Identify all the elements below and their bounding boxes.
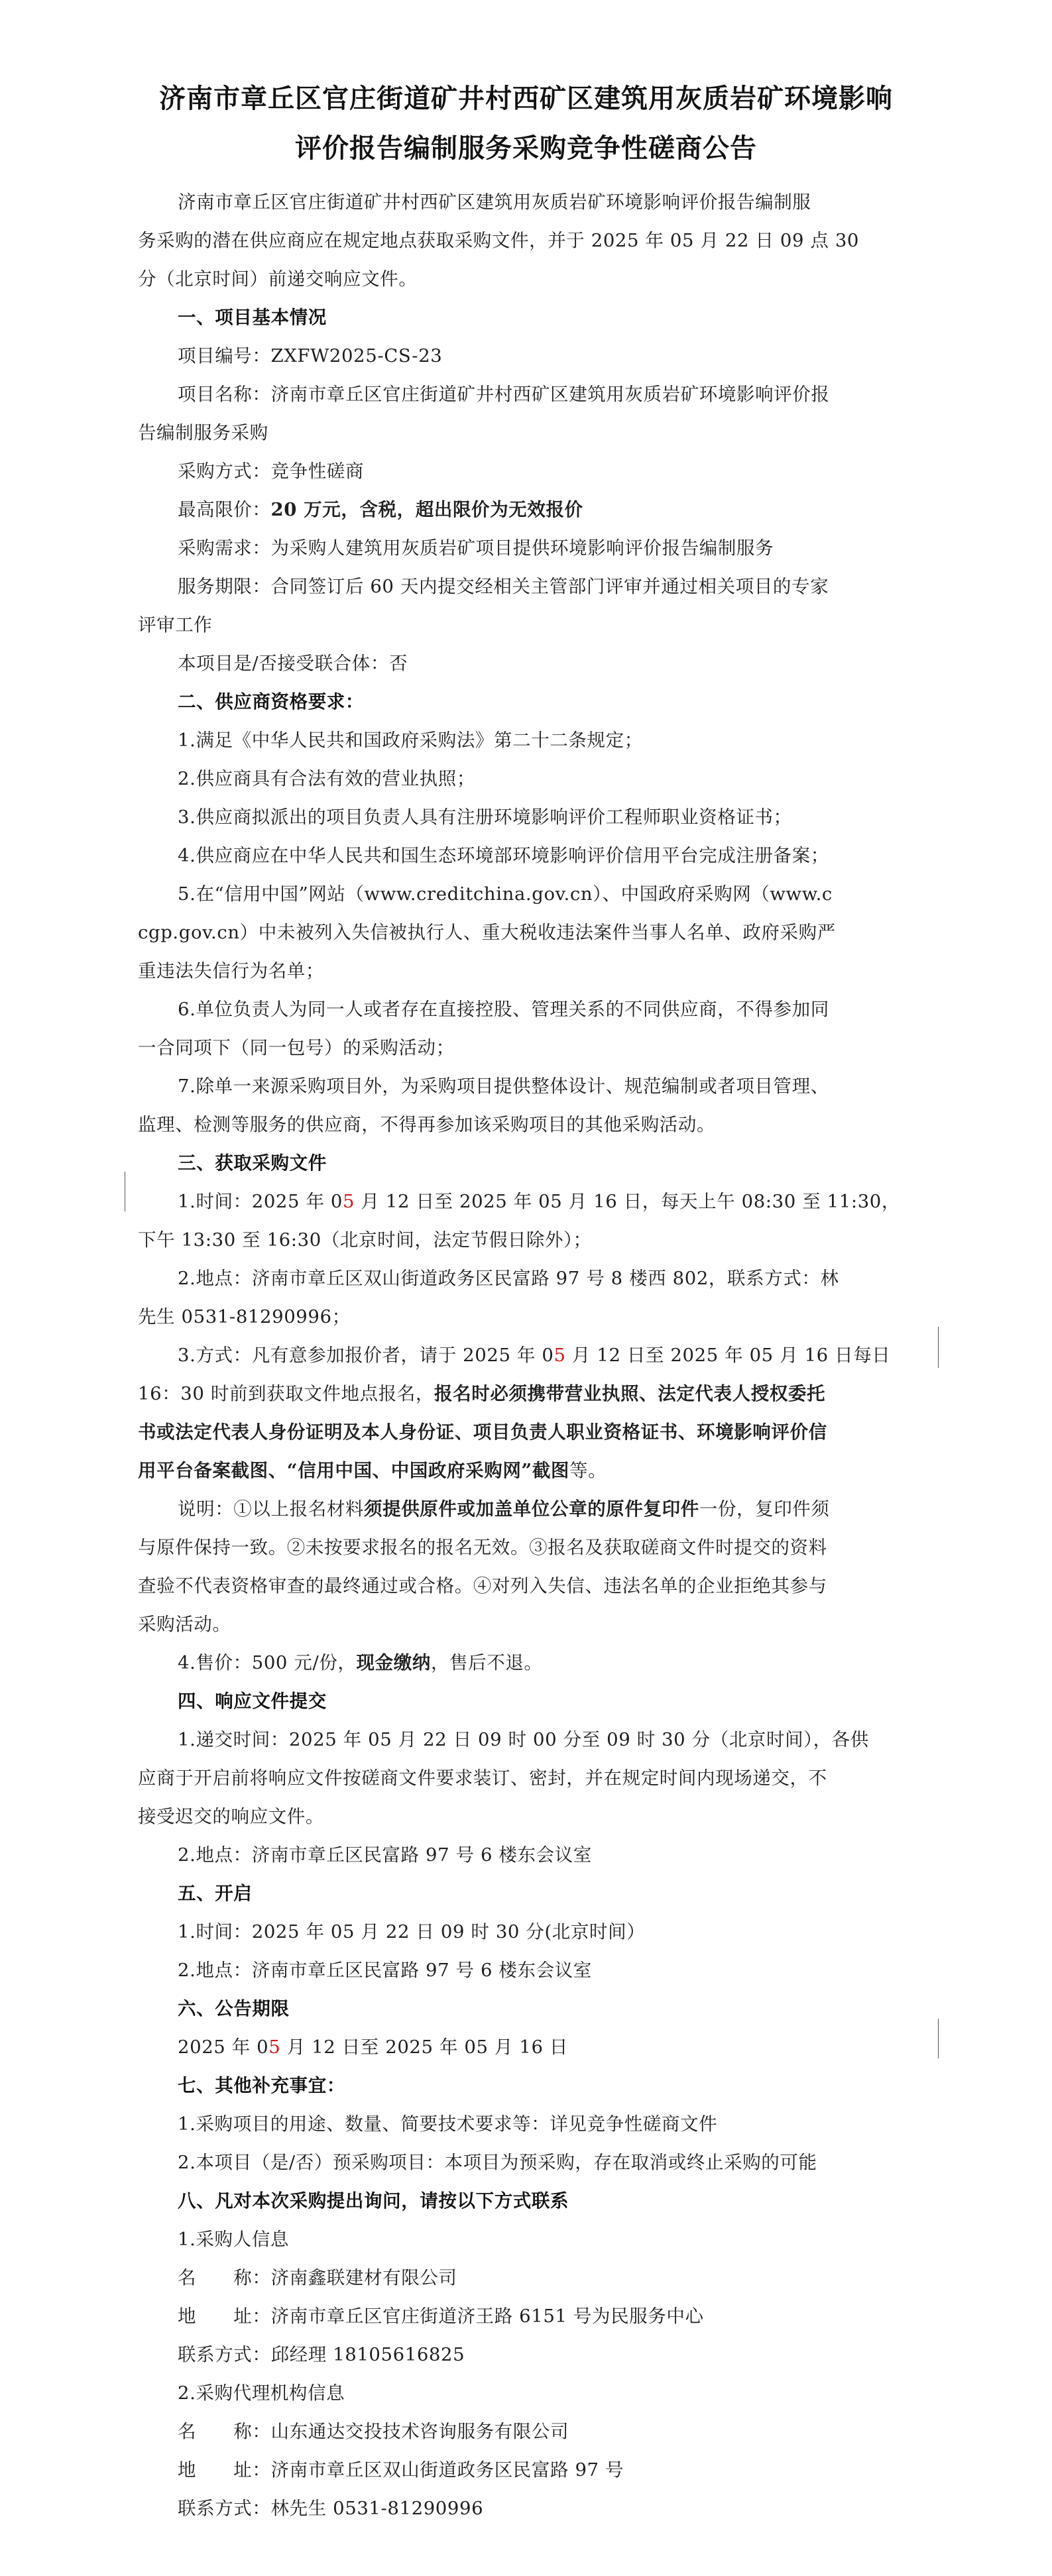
project-name-line-2: 告编制服务采购 bbox=[138, 422, 268, 443]
section-7-heading: 七、其他补充事宜： bbox=[178, 2075, 345, 2096]
service-period-line-2: 评审工作 bbox=[138, 614, 213, 636]
submit-time-line-1: 1.递交时间：2025 年 05 月 22 日 09 时 00 分至 09 时 30 分（北京时间），各供 bbox=[178, 1729, 869, 1750]
intro-line-1: 济南市章丘区官庄街道矿井村西矿区建筑用灰质岩矿环境影响评价报告编制服 bbox=[178, 192, 811, 213]
submit-time-line-2: 应商于开启前将响应文件按磋商文件要求装订、密封，并在规定时间内现场递交，不 bbox=[138, 1767, 827, 1789]
section-4-heading: 四、响应文件提交 bbox=[178, 1691, 327, 1712]
acquire-time-line-1 bbox=[178, 1186, 900, 1213]
section-3-heading: 三、获取采购文件 bbox=[178, 1152, 327, 1174]
submit-location: 2.地点：济南市章丘区民富路 97 号 6 楼东会议室 bbox=[178, 1844, 592, 1866]
note-line-2: 与原件保持一致。②未按要求报名的报名无效。③报名及获取磋商文件时提交的资料 bbox=[138, 1537, 827, 1558]
purchaser-name: 名 称：济南鑫联建材有限公司 bbox=[178, 2267, 457, 2288]
requirement-4: 4.供应商应在中华人民共和国生态环境部环境影响评价信用平台完成注册备案； bbox=[178, 845, 829, 866]
agency-contact: 联系方式：林先生 0531-81290996 bbox=[178, 2498, 484, 2519]
acquire-method-line-2 bbox=[138, 1378, 825, 1405]
period-text-rest: 月 12 日至 2025 年 05 月 16 日 bbox=[280, 2037, 569, 2058]
agency-name: 名 称：山东通达交投技术咨询服务有限公司 bbox=[178, 2421, 569, 2442]
opening-time: 1.时间：2025 年 05 月 22 日 09 时 30 分(北京时间） bbox=[178, 1921, 646, 1942]
intro-line-3: 分（北京时间）前递交响应文件。 bbox=[138, 268, 418, 290]
requirement-5-line-2: cgp.gov.cn）中未被列入失信被执行人、重大税收违法案件当事人名单、政府采购严 bbox=[138, 922, 836, 943]
acquire-time-text-rest: 月 12 日至 2025 年 05 月 16 日，每天上午 08:30 至 11:30， bbox=[355, 1191, 900, 1212]
required-materials-bold: 报名时必须携带营业执照、法定代表人授权委托 bbox=[434, 1383, 826, 1404]
requirement-6-line-2: 一合同项下（同一包号）的采购活动； bbox=[138, 1037, 455, 1058]
acquire-location-line-2: 先生 0531-81290996； bbox=[138, 1306, 351, 1327]
requirement-6-line-1: 6.单位负责人为同一人或者存在直接控股、管理关系的不同供应商，不得参加同 bbox=[178, 999, 829, 1020]
acquire-method-text: 3.方式：凡有意参加报价者，请于 2025 年 0 bbox=[178, 1345, 554, 1366]
requirement-7-line-1: 7.除单一来源采购项目外，为采购项目提供整体设计、规范编制或者项目管理、 bbox=[178, 1076, 829, 1097]
acquire-method-line-3: 书或法定代表人身份证明及本人身份证、项目负责人职业资格证书、环境影响评价信 bbox=[138, 1422, 827, 1443]
section-1-heading: 一、项目基本情况 bbox=[178, 307, 327, 328]
service-period-line-1: 服务期限：合同签订后 60 天内提交经相关主管部门评审并通过相关项目的专家 bbox=[178, 576, 829, 597]
acquire-method-line-4 bbox=[138, 1455, 607, 1482]
section-6-heading: 六、公告期限 bbox=[178, 1998, 290, 2019]
price-bold: 现金缴纳 bbox=[356, 1652, 431, 1673]
agency-info-title: 2.采购代理机构信息 bbox=[178, 2382, 345, 2404]
opening-location: 2.地点：济南市章丘区民富路 97 号 6 楼东会议室 bbox=[178, 1960, 592, 1981]
note-line-1 bbox=[178, 1494, 830, 1520]
revised-digit: 5 bbox=[268, 2037, 281, 2058]
project-number: 项目编号：ZXFW2025-CS-23 bbox=[178, 345, 443, 366]
note-bold: 须提供原件或加盖单位公章的原件复印件 bbox=[364, 1498, 699, 1520]
note-text-rest: 一份，复印件须 bbox=[699, 1498, 830, 1520]
title-line-1: 济南市章丘区官庄街道矿井村西矿区建筑用灰质岩矿环境影响 bbox=[159, 84, 893, 114]
requirement-5-line-1: 5.在“信用中国”网站（www.creditchina.gov.cn）、中国政府采购网（www.c bbox=[178, 883, 833, 905]
consortium: 本项目是/否接受联合体：否 bbox=[178, 653, 408, 674]
period-text: 2025 年 0 bbox=[178, 2037, 269, 2058]
supplement-2: 2.本项目（是/否）预采购项目：本项目为预采购，存在取消或终止采购的可能 bbox=[178, 2152, 817, 2173]
submit-time-line-3: 接受迟交的响应文件。 bbox=[138, 1806, 324, 1827]
max-price bbox=[178, 494, 583, 521]
document-price bbox=[178, 1648, 543, 1674]
price-text: 4.售价：500 元/份， bbox=[178, 1652, 357, 1673]
note-text: 说明：①以上报名材料 bbox=[178, 1498, 364, 1520]
project-name-line-1: 项目名称：济南市章丘区官庄街道矿井村西矿区建筑用灰质岩矿环境影响评价报 bbox=[178, 384, 830, 405]
acquire-method-text: 等。 bbox=[569, 1460, 607, 1481]
revision-mark bbox=[938, 1327, 939, 1368]
procurement-demand: 采购需求：为采购人建筑用灰质岩矿项目提供环境影响评价报告编制服务 bbox=[178, 537, 774, 559]
requirement-3: 3.供应商拟派出的项目负责人具有注册环境影响评价工程师职业资格证书； bbox=[178, 807, 792, 828]
note-line-4: 采购活动。 bbox=[138, 1614, 231, 1635]
acquire-time-line-2: 下午 13:30 至 16:30（北京时间，法定节假日除外）； bbox=[138, 1229, 592, 1251]
notice-period bbox=[178, 2032, 568, 2058]
revised-digit: 5 bbox=[343, 1191, 355, 1212]
acquire-method-line-1 bbox=[178, 1340, 890, 1367]
purchaser-info-title: 1.采购人信息 bbox=[178, 2229, 289, 2250]
max-price-label: 最高限价： bbox=[178, 499, 271, 520]
intro-line-2: 务采购的潜在供应商应在规定地点获取采购文件，并于 2025 年 05 月 22 日 09 点 30 bbox=[138, 230, 860, 251]
acquire-time-text: 1.时间：2025 年 0 bbox=[178, 1191, 343, 1212]
procurement-method: 采购方式：竞争性磋商 bbox=[178, 461, 364, 482]
requirement-5-line-3: 重违法失信行为名单； bbox=[138, 960, 324, 981]
revision-mark bbox=[938, 2019, 939, 2058]
agency-address: 地 址：济南市章丘区双山街道政务区民富路 97 号 bbox=[178, 2459, 624, 2481]
revised-digit: 5 bbox=[554, 1345, 566, 1366]
price-text-rest: ，售后不退。 bbox=[430, 1652, 543, 1673]
acquire-location-line-1: 2.地点：济南市章丘区双山街道政务区民富路 97 号 8 楼西 802，联系方式：林 bbox=[178, 1268, 839, 1289]
section-2-heading: 二、供应商资格要求： bbox=[178, 691, 364, 712]
purchaser-contact: 联系方式：邱经理 18105616825 bbox=[178, 2344, 465, 2365]
note-line-3: 查验不代表资格审查的最终通过或合格。④对列入失信、违法名单的企业拒绝其参与 bbox=[138, 1575, 827, 1596]
supplement-1: 1.采购项目的用途、数量、简要技术要求等：详见竞争性磋商文件 bbox=[178, 2113, 718, 2135]
purchaser-address: 地 址：济南市章丘区官庄街道济王路 6151 号为民服务中心 bbox=[178, 2306, 704, 2327]
acquire-method-text-rest: 月 12 日至 2025 年 05 月 16 日每日 bbox=[565, 1345, 891, 1366]
section-5-heading: 五、开启 bbox=[178, 1883, 253, 1904]
title-line-2: 评价报告编制服务采购竞争性磋商公告 bbox=[295, 133, 757, 164]
acquire-method-text: 16：30 时前到获取文件地点报名， bbox=[138, 1383, 435, 1404]
section-8-heading: 八、凡对本次采购提出询问，请按以下方式联系 bbox=[178, 2190, 569, 2212]
requirement-7-line-2: 监理、检测等服务的供应商，不得再参加该采购项目的其他采购活动。 bbox=[138, 1114, 716, 1135]
requirement-1: 1.满足《中华人民共和国政府采购法》第二十二条规定； bbox=[178, 730, 643, 751]
max-price-value: 20 万元，含税，超出限价为无效报价 bbox=[270, 499, 583, 520]
requirement-2: 2.供应商具有合法有效的营业执照； bbox=[178, 768, 475, 789]
required-materials-bold: 用平台备案截图、“信用中国、中国政府采购网”截图 bbox=[138, 1460, 570, 1481]
